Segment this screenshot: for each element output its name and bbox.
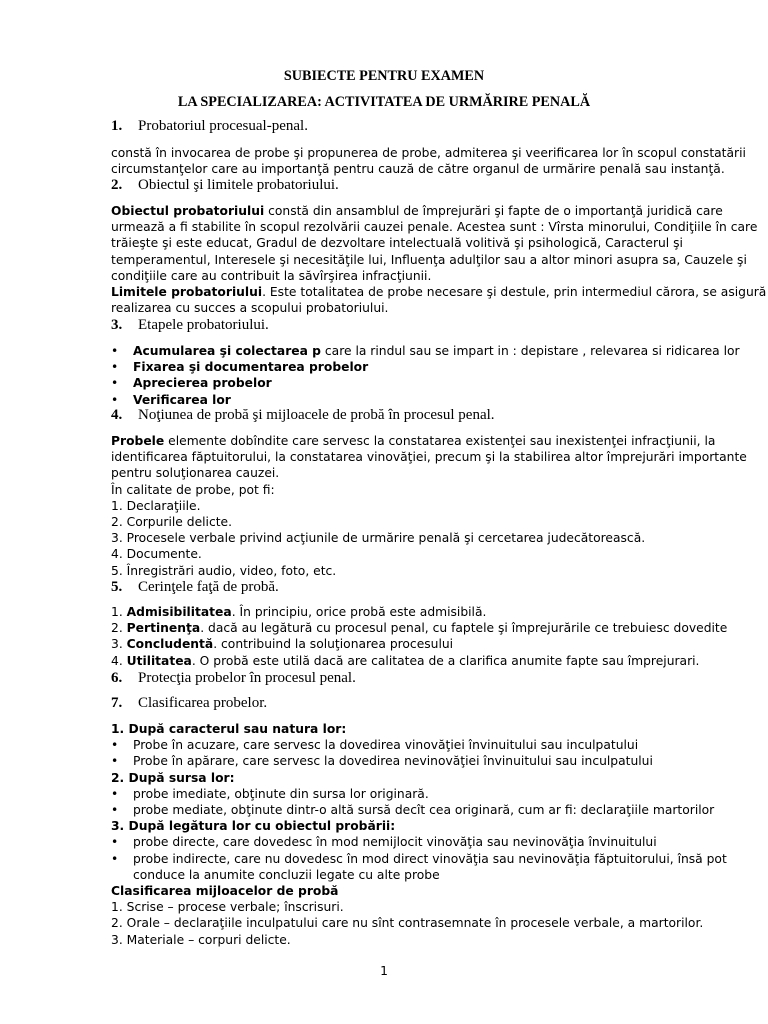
list-item (111, 343, 740, 359)
section-title: Clasificarea probelor. (138, 695, 268, 711)
bullet-icon: • (111, 376, 119, 391)
bullet-icon: • (111, 360, 119, 375)
subheading: 1. După caracterul sau natura lor: (111, 722, 347, 736)
list-item (111, 786, 711, 802)
list-item (111, 851, 727, 867)
text-line: 1. Scrise – procese verbale; înscrisuri. (111, 900, 344, 915)
text-span: probe mediate, obţinute dintr-o altă sursă decît cea originară, cum ar fi: declaraţiile martorilor (133, 803, 715, 818)
section-7-heading (111, 695, 267, 712)
text-span: conduce la anumite concluzii legate cu alte probe (133, 867, 440, 882)
item-number: 4. (111, 653, 127, 668)
list-item (111, 653, 711, 669)
section-number: 2. (111, 177, 123, 193)
text-line (111, 284, 767, 300)
section-6-heading (111, 670, 356, 687)
list-item (111, 737, 711, 753)
list-item (111, 636, 711, 652)
bullet-icon: • (111, 786, 119, 801)
section-2-heading (111, 177, 339, 194)
text-line: temperamentul, Interesele şi necesităţile lui, Influenţa adulţilor sau a altor minori asupra sa, Cauzele şi (111, 252, 747, 267)
text-line: urmează a fi stabilite în scopul rezolvării cauzei penale. Acestea sunt : Vîrsta minorului, Condiţiile în care (111, 220, 758, 235)
section-1-body (111, 145, 746, 177)
text-line: realizarea cu succes a scopului probatoriului. (111, 301, 389, 316)
list-item (111, 359, 711, 375)
section-2-body (111, 203, 767, 316)
item-number: 1. (111, 605, 127, 619)
text-span: . În principiu, orice probă este admisibilă. (231, 605, 487, 619)
list-item (111, 392, 711, 408)
section-4-body (111, 433, 747, 579)
text-span: . O probă este utilă dacă are calitatea de a clarifica anumite fapte sau împrejurari. (191, 653, 700, 668)
bullet-icon: • (111, 738, 119, 753)
subheading: 3. După legătura lor cu obiectul probării: (111, 819, 396, 834)
text-line: pentru soluţionarea cauzei. (111, 466, 280, 481)
section-number: 1. (111, 118, 123, 134)
text-line: circumstanţelor care au importanţă pentru cauză de către organul de urmărire penală sau instanţă. (111, 162, 725, 177)
text-line: identificarea făptuitorului, la constatarea vinovăţiei, precum şi la stabilirea altor împrejurări importante (111, 450, 747, 465)
term-label: Admisibilitatea (126, 605, 232, 619)
section-title: Obiectul şi limitele probatoriului. (138, 177, 339, 193)
document-title: SUBIECTE PENTRU EXAMEN (283, 68, 485, 84)
text-span: probe directe, care dovedesc în mod nemijlocit vinovăţia sau nevinovăţia învinuitului (133, 835, 657, 850)
item-number: 2. (111, 621, 127, 636)
text-line: condiţiile care au contribuit la săvîrşirea infracţiunii. (111, 268, 432, 283)
text-line: 2. Orale – declaraţiile inculpatului care nu sînt contrasemnate în procesele verbale, a martorilor. (111, 916, 704, 931)
term-label: Probele (111, 434, 165, 448)
text-line: 4. Documente. (111, 547, 202, 562)
subheading: Clasificarea mijloacelor de probă (111, 884, 339, 899)
section-1-heading (111, 118, 308, 135)
text-line: trăieşte şi este educat, Gradul de dezvoltare intelectuală volitivă şi psihologică, Caracterul şi (111, 236, 683, 251)
bullet-icon: • (111, 835, 119, 850)
text-line: În calitate de probe, pot fi: (111, 482, 275, 497)
bullet-icon: • (111, 851, 119, 866)
text-span: Aprecierea probelor (133, 376, 272, 391)
text-span: care la rindul sau se impart in : depistare , relevarea si ridicarea lor (320, 344, 740, 358)
list-item (111, 375, 711, 391)
section-number: 6. (111, 670, 123, 686)
section-title: Etapele probatoriului. (138, 317, 269, 333)
section-5-heading (111, 579, 279, 596)
section-title: Cerinţele faţă de probă. (138, 579, 279, 595)
term-label: Utilitatea (126, 653, 192, 668)
list-item (111, 802, 715, 818)
page-number: 1 (380, 964, 388, 978)
section-number: 4. (111, 407, 123, 423)
text-line: 2. Corpurile delicte. (111, 515, 233, 530)
bullet-icon: • (111, 754, 119, 769)
term-label: Concludentă (126, 637, 214, 652)
section-number: 3. (111, 317, 123, 333)
section-title: Noţiunea de probă şi mijloacele de probă în procesul penal. (138, 407, 495, 423)
text-span: Verificarea lor (133, 392, 231, 407)
section-title: Probatoriul procesual-penal. (138, 118, 308, 134)
term-label: Pertinenţa (126, 621, 201, 636)
text-span: Probe în apărare, care servesc la dovedirea nevinovăţiei învinuitului sau inculpatului (133, 754, 653, 769)
text-span: constă din ansamblul de împrejurări şi fapte de o importanţă juridică care (264, 204, 723, 218)
text-line: 3. Procesele verbale privind acţiunile de urmărire penală şi cercetarea judecătorească. (111, 531, 646, 546)
text-line: 5. Înregistrări audio, video, foto, etc. (111, 563, 337, 578)
bullet-icon: • (111, 392, 119, 407)
bullet-icon: • (111, 803, 119, 818)
list-item (111, 834, 711, 850)
text-line (111, 433, 716, 449)
document-subtitle: LA SPECIALIZAREA: ACTIVITATEA DE URMĂRIRE PENALĂ (177, 94, 591, 110)
section-title: Protecţia probelor în procesul penal. (138, 670, 356, 686)
text-span: probe imediate, obţinute din sursa lor originară. (133, 786, 429, 801)
section-number: 5. (111, 579, 123, 595)
section-5-list (111, 604, 728, 669)
term-label: Limitele probatoriului (111, 285, 263, 300)
text-line: 3. Materiale – corpuri delicte. (111, 932, 291, 947)
section-number: 7. (111, 695, 123, 711)
text-span: . Este totalitatea de probe necesare şi destule, prin intermediul cărora, se asigură (262, 285, 767, 300)
section-4-heading (111, 407, 495, 424)
text-line (111, 203, 723, 219)
text-span: probe indirecte, care nu dovedesc în mod direct vinovăţia sau nevinovăţia făptuitorului, însă pot (133, 851, 727, 866)
list-item (111, 620, 728, 636)
section-3-list (111, 343, 740, 408)
item-number: 3. (111, 637, 127, 652)
bullet-icon: • (111, 344, 119, 358)
list-item (111, 604, 711, 620)
text-span: Probe în acuzare, care servesc la dovedirea vinovăţiei învinuitului sau inculpatului (133, 738, 639, 753)
text-line: constă în invocarea de probe şi propunerea de probe, admiterea şi veerificarea lor în scopul constatării (111, 146, 746, 160)
term-label: Obiectul probatoriului (111, 204, 265, 218)
text-line: 1. Declaraţiile. (111, 498, 201, 513)
text-span: . contribuind la soluţionarea procesului (213, 637, 454, 652)
section-3-heading (111, 317, 269, 334)
text-span: Acumularea şi colectarea p (133, 344, 321, 358)
section-7-body (111, 721, 727, 948)
subheading: 2. După sursa lor: (111, 770, 235, 785)
text-span: elemente dobîndite care servesc la constatarea existenţei sau inexistenţei infracţiunii, la (164, 434, 716, 448)
list-item (111, 753, 711, 769)
text-span: Fixarea şi documentarea probelor (133, 360, 369, 375)
text-span: . dacă au legătură cu procesul penal, cu faptele şi împrejurările ce trebuiesc dovedite (200, 621, 728, 636)
list-item-continuation (111, 867, 711, 883)
